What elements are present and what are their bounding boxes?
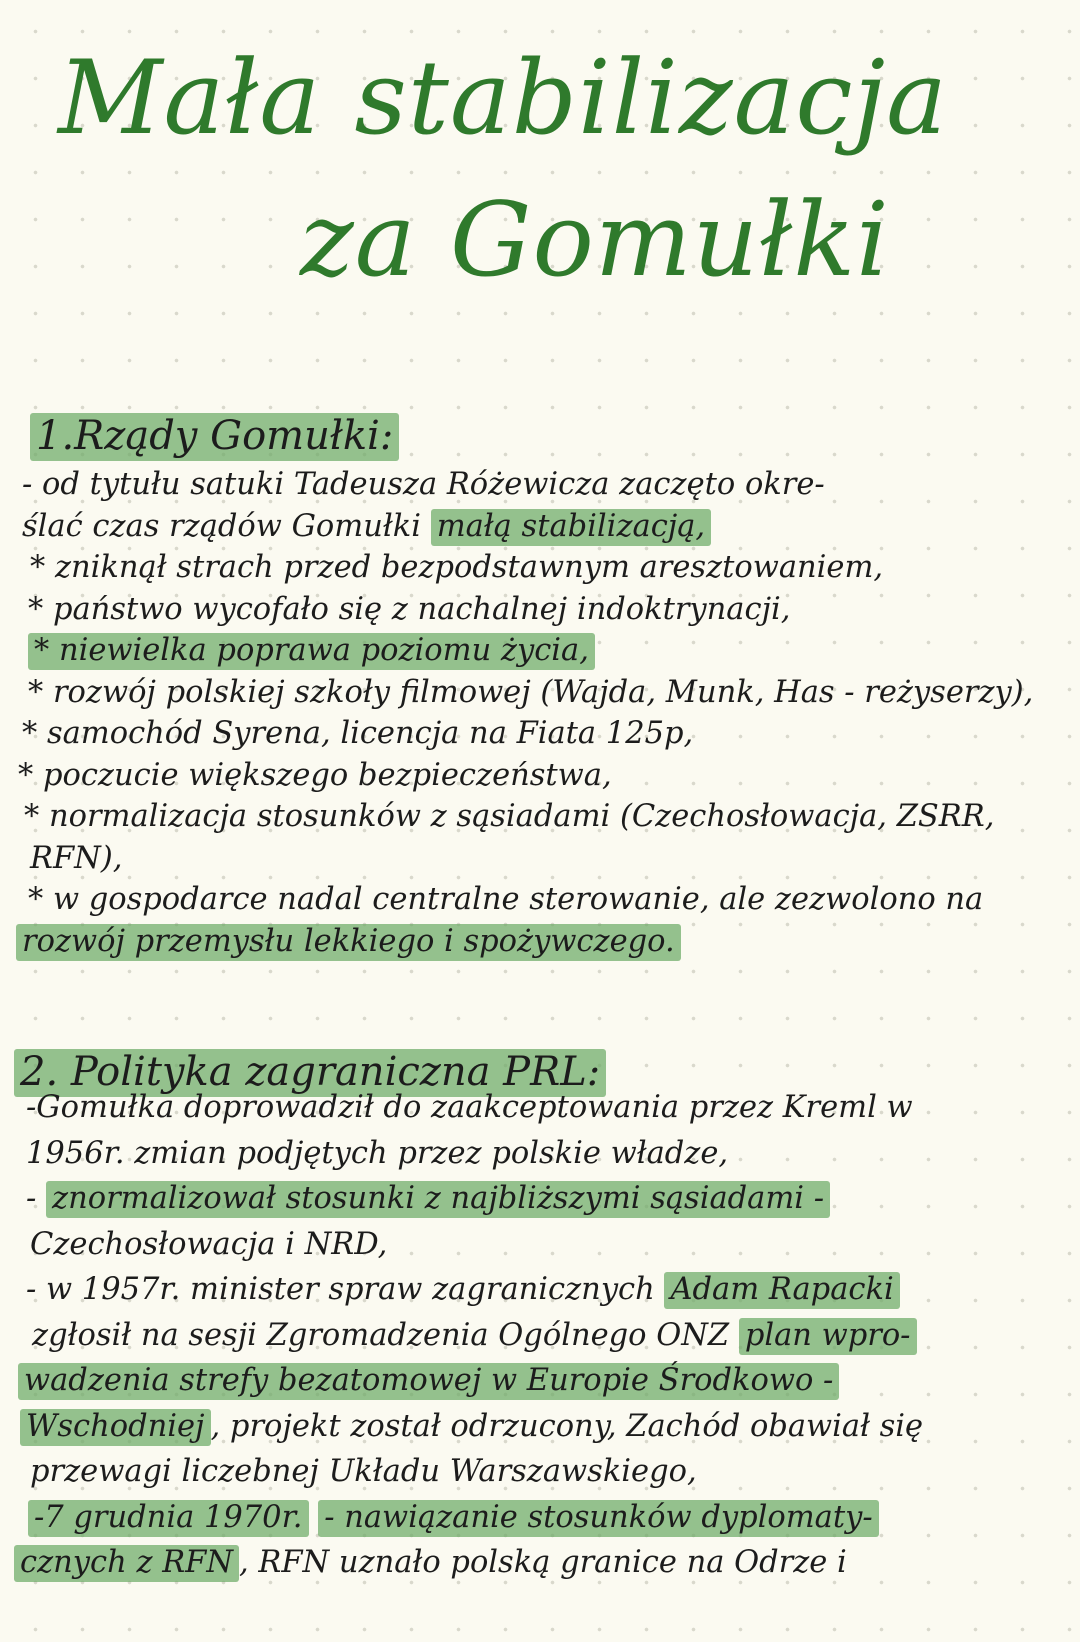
line-text <box>309 1500 319 1535</box>
line-text: RFN), <box>30 840 123 876</box>
section-2-line <box>32 1317 917 1353</box>
highlighted-text: znormalizował stosunki z najbliższymi sąsiadami - <box>46 1181 830 1218</box>
section-1-line <box>28 882 984 917</box>
line-text: * rozwój polskiej szkoły filmowej (Wajda, Munk, Has - reżyserzy), <box>28 674 1034 710</box>
section-1-heading-text: 1.Rządy Gomułki: <box>30 413 399 461</box>
section-2-line <box>26 1090 913 1125</box>
section-2-line <box>26 1272 900 1307</box>
section-1-line <box>22 508 711 544</box>
line-text: - w 1957r. minister spraw zagranicznych <box>26 1272 665 1307</box>
line-text: , RFN uznało polską granice na Odrze i <box>239 1545 847 1580</box>
line-text: przewagi liczebnej Układu Warszawskiego, <box>30 1454 697 1489</box>
highlighted-text: plan wpro- <box>739 1318 917 1355</box>
highlighted-text: Wschodniej <box>20 1409 211 1446</box>
line-text: * zniknął strach przed bezpodstawnym aresztowaniem, <box>30 550 884 585</box>
line-text: * w gospodarce nadal centralne sterowanie, ale zezwolono na <box>28 882 984 917</box>
section-2-line <box>18 1363 839 1398</box>
section-1-line <box>22 716 694 751</box>
line-text: * normalizacja stosunków z sąsiadami (Czechosłowacja, ZSRR, <box>24 799 995 834</box>
highlighted-text: rozwój przemysłu lekkiego i spożywczego. <box>16 924 681 961</box>
line-text: zgłosił na sesji Zgromadzenia Ogólnego ONZ <box>32 1317 739 1353</box>
section-2-line <box>14 1545 847 1580</box>
page-title-line-1: Mała stabilizacja <box>58 39 948 158</box>
section-2-line <box>26 1135 729 1171</box>
highlighted-text: -7 grudnia 1970r. <box>28 1500 309 1537</box>
line-text: * samochód Syrena, licencja na Fiata 125p, <box>22 716 694 751</box>
highlighted-text: małą stabilizacją, <box>431 509 711 546</box>
line-text: * poczucie większego bezpieczeństwa, <box>18 757 612 793</box>
section-1-heading <box>30 413 399 459</box>
section-2-line <box>20 1408 924 1444</box>
highlighted-text: wadzenia strefy bezatomowej w Europie Środkowo - <box>18 1363 839 1400</box>
section-1-line <box>30 550 884 585</box>
line-text: 1956r. zmian podjętych przez polskie władze, <box>26 1135 729 1171</box>
line-text: - od tytułu satuki Tadeusza Różewicza zaczęto okre- <box>22 467 825 502</box>
section-1-line <box>18 757 612 793</box>
section-2-line <box>26 1181 830 1216</box>
highlighted-text: cznych z RFN <box>14 1545 239 1582</box>
highlighted-text: * niewielka poprawa poziomu życia, <box>28 633 595 670</box>
highlighted-text: - nawiązanie stosunków dyplomaty- <box>318 1500 878 1537</box>
line-text: ślać czas rządów Gomułki <box>22 508 431 544</box>
section-1-line <box>16 923 681 959</box>
section-1-line <box>28 591 791 627</box>
line-text: - <box>26 1181 47 1216</box>
line-text: * państwo wycofało się z nachalnej indoktrynacji, <box>28 591 791 627</box>
section-2-line <box>28 1499 879 1535</box>
highlighted-text: Adam Rapacki <box>664 1272 899 1309</box>
section-1-line <box>24 799 995 834</box>
section-1-line <box>28 633 595 668</box>
section-2-line <box>30 1454 697 1489</box>
section-1-line <box>30 840 123 876</box>
section-2-line <box>30 1226 388 1262</box>
section-1-line <box>22 467 825 502</box>
page-title-line-2: za Gomułki <box>300 181 890 300</box>
line-text: -Gomułka doprowadził do zaakceptowania przez Kreml w <box>26 1090 913 1125</box>
line-text: , projekt został odrzucony, Zachód obawiał się <box>210 1408 924 1444</box>
line-text: Czechosłowacja i NRD, <box>30 1226 388 1262</box>
section-1-line <box>28 674 1034 710</box>
section-2-heading <box>14 1049 606 1095</box>
section-2-heading-text: 2. Polityka zagraniczna PRL: <box>14 1049 606 1097</box>
